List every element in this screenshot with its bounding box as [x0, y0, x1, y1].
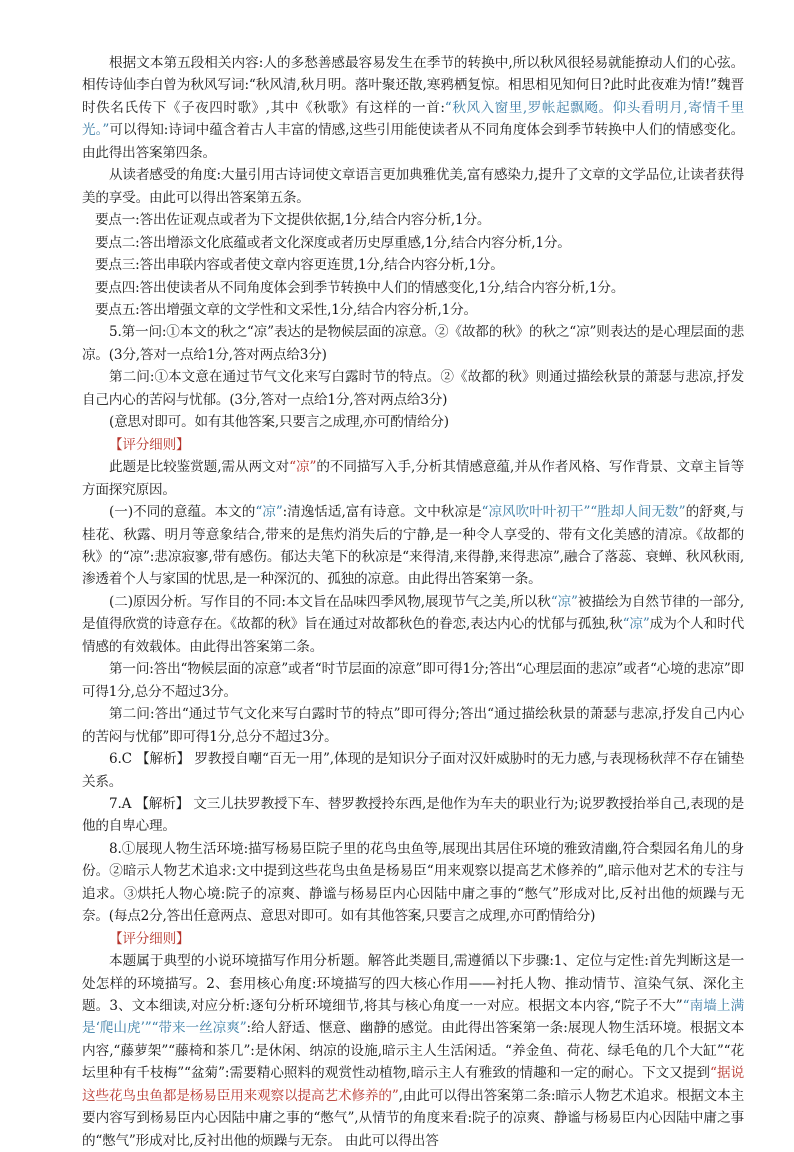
paragraph: (一)不同的意蕴。本文的“凉”:清逸恬适,富有诗意。文中秋凉是“凉风吹叶叶初干”“胜却人间无数”的舒爽,与桂花、秋露、明月等意象结合,带来的是焦灼消失后的宁静,是一种令人享受的、带有文化美感的清凉。《故都的秋》的“凉”:悲凉寂寥,带有感伤。郁达夫笔下的秋凉是“来得清,来得静,来得悲凉”,融合了落蕊、衰蝉、秋风秋雨,渗透着个人与家国的忧思,是一种深沉的、孤独的凉意。由此得出答案第一条。: [82, 504, 744, 588]
paragraph: 第一问:答出“物候层面的凉意”或者“时节层面的凉意”即可得1分;答出“心理层面的悲凉”或者“心境的悲凉”即可得1分,总分不超过3分。: [82, 661, 744, 700]
paragraph: 此题是比较鉴赏题,需从两文对“凉”的不同描写入手,分析其情感意蕴,并从作者风格、写作背景、文章主旨等方面探究原因。: [82, 459, 744, 498]
paragraph: 第二问:答出“通过节气文化来写白露时节的特点”即可得分;答出“通过描绘秋景的萧瑟与悲凉,抒发自己内心的苦闷与忧郁”即可得1分,总分不超过3分。: [82, 706, 744, 745]
paragraph: 要点五:答出增强文章的文学性和文采性,1分,结合内容分析,1分。: [95, 301, 477, 318]
paragraph: 要点三:答出串联内容或者使文章内容更连贯,1分,结合内容分析,1分。: [95, 257, 504, 274]
paragraph: 5.第一问:①本文的秋之“凉”表达的是物候层面的凉意。②《故都的秋》的秋之“凉”则表达的是心理层面的悲凉。(3分,答对一点给1分,答对两点给3分): [82, 324, 744, 363]
paragraph: (二)原因分析。写作目的不同:本文旨在品味四季风物,展现节气之美,所以秋“凉”被描绘为自然节律的一部分,是值得欣赏的诗意存在。《故都的秋》旨在通过对故都秋色的眷恋,表达内心的忧郁与孤独,秋“凉”成为个人和时代情感的有效载体。由此得出答案第二条。: [82, 593, 744, 655]
paragraph: (意思对即可。如有其他答案,只要言之成理,亦可酌情给分): [109, 414, 449, 431]
paragraph: 从读者感受的角度:大量引用古诗词使文章语言更加典雅优美,富有感染力,提升了文章的文学品位,让读者获得美的享受。由此可以得出答案第五条。: [82, 167, 744, 206]
paragraph: 第二问:①本文意在通过节气文化来写白露时节的特点。②《故都的秋》则通过描绘秋景的萧瑟与悲凉,抒发自己内心的苦闷与忧郁。(3分,答对一点给1分,答对两点给3分): [82, 369, 744, 408]
paragraph: 要点四:答出使读者从不同角度体会到季节转换中人们的情感变化,1分,结合内容分析,1分。: [95, 279, 625, 296]
paragraph: 【评分细则】: [109, 436, 190, 453]
paragraph: 8.①展现人物生活环境:描写杨易臣院子里的花鸟虫鱼等,展现出其居住环境的雅致清幽,符合梨园名角儿的身份。②暗示人物艺术追求:文中提到这些花鸟虫鱼是杨易臣“用来观察以提高艺术修养的”,暗示他对艺术的专注与追求。③烘托人物心境:院子的凉爽、静谧与杨易臣内心因陆中庸之事的“憋气”形成对比,反衬出他的烦躁与无奈。(每点2分,答出任意两点、意思对即可。如有其他答案,只要言之成理,亦可酌情给分): [82, 840, 744, 925]
paragraph: 7.A 【解析】 文三儿扶罗教授下车、替罗教授拎东西,是他作为车夫的职业行为;说罗教授抬举自己,表现的是他的自卑心理。: [82, 795, 744, 835]
paragraph: 【评分细则】: [109, 930, 190, 947]
paragraph: 本题属于典型的小说环境描写作用分析题。解答此类题目,需遵循以下步骤:1、定位与定性:首先判断这是一处怎样的环境描写。2、套用核心角度:环境描写的四大核心作用——衬托人物、推动情节、渲染气氛、深化主题。3、文本细读,对应分析:逐句分析环境细节,将其与核心角度一一对应。根据文本内容,“院子不大”“南墙上满是‘爬山虎’”“带来一丝凉爽”:给人舒适、惬意、幽静的感觉。由此得出答案第一条:展现人物生活环境。根据文本内容,“藤萝架”“藤椅和茶几”:是休闲、纳凉的设施,暗示主人生活闲适。“养金鱼、荷花、绿毛龟的几个大缸”“花坛里种有千枝梅”“盆菊”:需要精心照料的观赏性动植物,暗示主人有雅致的情趣和一定的耐心。下文又提到“据说这些花鸟虫鱼都是杨易臣用来观察以提高艺术修养的”,由此可以得出答案第二条:暗示人物艺术追求。根据文本主要内容写到杨易臣内心因陆中庸之事的“憋气”,从情节的角度来看:院子的凉爽、静谧与杨易臣内心因陆中庸之事的“憋气”形成对比,反衬出他的烦躁与无奈。 由此可以得出答: [82, 953, 744, 1149]
paragraph: 6.C 【解析】 罗教授自嘲“百无一用”,体现的是知识分子面对汉奸威胁时的无力感,与表现杨秋萍不存在铺垫关系。: [82, 751, 744, 790]
paragraph: 根据文本第五段相关内容:人的多愁善感最容易发生在季节的转换中,所以秋风很轻易就能撩动人们的心弦。相传诗仙李白曾为秋风写词:“秋风清,秋月明。落叶聚还散,寒鸦栖复惊。相思相见知何日?此时此夜难为情!”魏晋时佚名氏传下《子夜四时歌》,其中《秋歌》有这样的一首:“秋风入窗里,罗帐起飘飏。仰头看明月,寄情千里光。”可以得知:诗词中蕴含着古人丰富的情感,这些引用能使读者从不同角度体会到季节转换中人们的情感变化。由此得出答案第四条。: [82, 55, 744, 161]
paragraph: 要点一:答出佐证观点或者为下文提供依据,1分,结合内容分析,1分。: [95, 212, 491, 229]
paragraph: 要点二:答出增添文化底蕴或者文化深度或者历史厚重感,1分,结合内容分析,1分。: [95, 234, 571, 251]
document-page: [82, 52, 744, 1152]
